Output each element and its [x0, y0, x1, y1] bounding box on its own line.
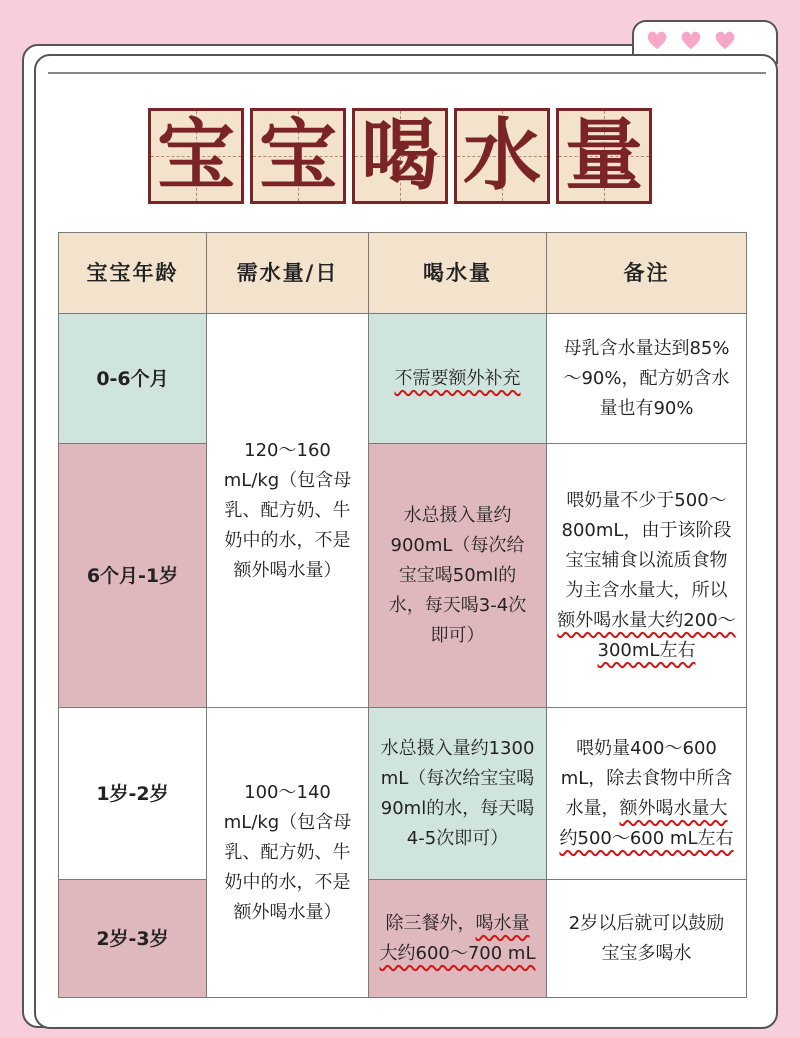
highlight-text: 额外喝水量大约200～300mL左右: [557, 609, 736, 661]
header-need: 需水量/日: [207, 233, 369, 314]
title-char: 喝: [352, 108, 448, 204]
title-char: 水: [454, 108, 550, 204]
age-cell: 6个月-1岁: [59, 444, 207, 708]
need-cell: 100～140 mL/kg（包含母乳、配方奶、牛奶中的水，不是额外喝水量）: [207, 708, 369, 998]
water-table: [58, 232, 747, 998]
note-cell: 母乳含水量达到85%～90%，配方奶含水量也有90%: [547, 314, 747, 444]
note-cell: [547, 444, 747, 708]
age-cell: 0-6个月: [59, 314, 207, 444]
title-char: 宝: [148, 108, 244, 204]
drink-text: 除三餐外，: [385, 912, 476, 934]
title-char: 量: [556, 108, 652, 204]
header-drink: 喝水量: [369, 233, 547, 314]
divider: [48, 72, 766, 74]
age-cell: 1岁-2岁: [59, 708, 207, 880]
highlight-text: 喝水量大约600～700 mL: [379, 912, 536, 964]
highlight-text: 不需要额外补充: [394, 367, 521, 389]
page-title: [148, 108, 652, 204]
heart-icon: [646, 30, 668, 50]
note-text: 喂奶量400～600 mL，除去食物中所含水量，: [560, 737, 733, 819]
highlight-text: 额外喝水量大约500～600 mL左右: [559, 797, 734, 849]
drink-cell: [369, 880, 547, 998]
heart-icon: [714, 30, 736, 50]
heart-icon: [680, 30, 702, 50]
need-cell: 120～160 mL/kg（包含母乳、配方奶、牛奶中的水，不是额外喝水量）: [207, 314, 369, 708]
note-text: 喂奶量不少于500～800mL，由于该阶段宝宝辅食以流质食物为主含水量大，所以: [561, 489, 732, 601]
note-cell: 2岁以后就可以鼓励宝宝多喝水: [547, 880, 747, 998]
title-char: 宝: [250, 108, 346, 204]
header-note: 备注: [547, 233, 747, 314]
drink-cell: 水总摄入量约1300 mL（每次给宝宝喝90ml的水，每天喝4-5次即可）: [369, 708, 547, 880]
drink-cell: [369, 314, 547, 444]
note-cell: [547, 708, 747, 880]
drink-cell: 水总摄入量约900mL（每次给宝宝喝50ml的水，每天喝3-4次即可）: [369, 444, 547, 708]
age-cell: 2岁-3岁: [59, 880, 207, 998]
header-age: 宝宝年龄: [59, 233, 207, 314]
